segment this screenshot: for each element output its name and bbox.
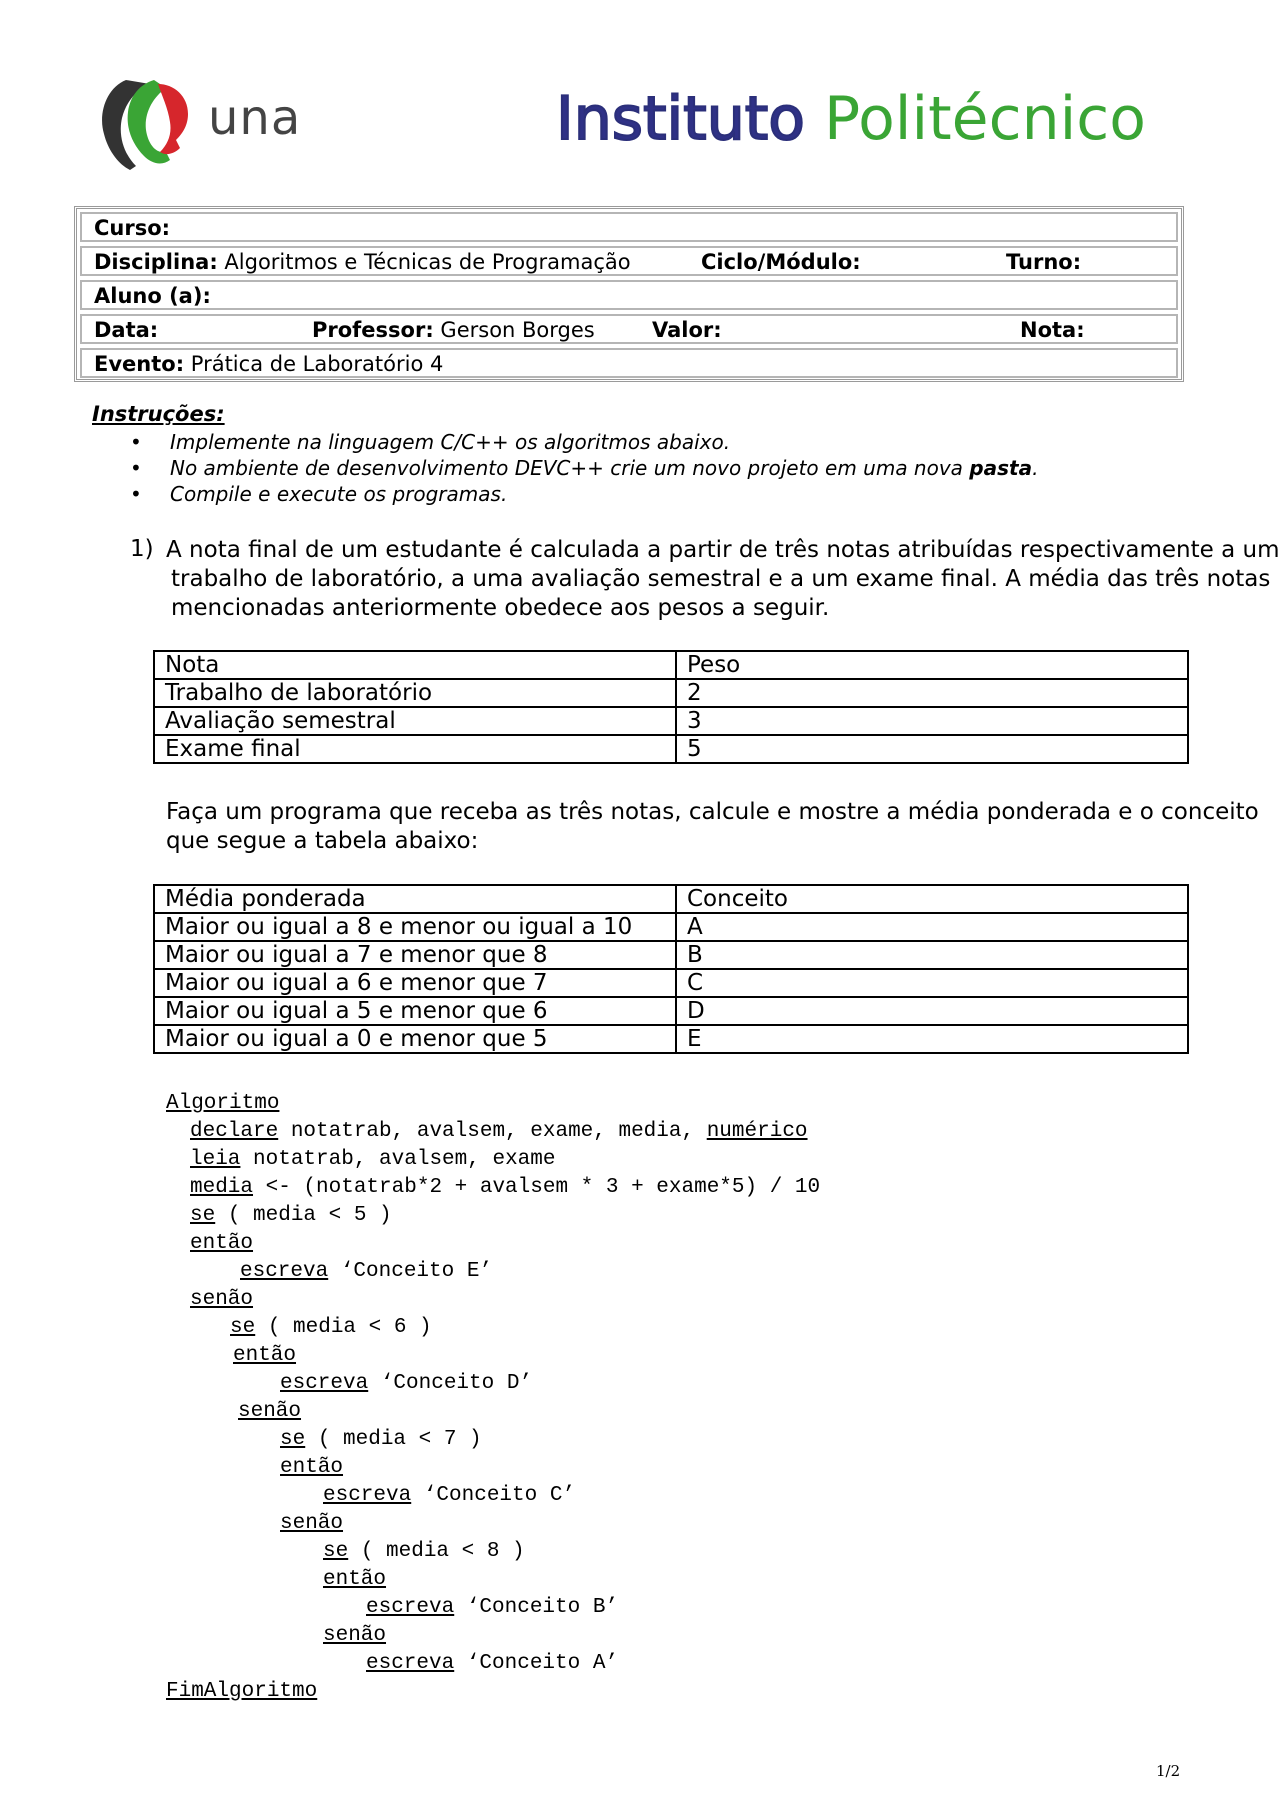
aluno-label: Aluno (a): (94, 284, 211, 308)
table-row (154, 735, 1188, 763)
table-cell: C (676, 969, 1188, 997)
data-label: Data: (94, 318, 159, 342)
code-line: escreva ‘Conceito E’ (240, 1260, 493, 1283)
code-line: escreva ‘Conceito B’ (366, 1596, 619, 1619)
instruction-item: • No ambiente de desenvolvimento DEVC++ crie um novo projeto em uma nova pasta. (130, 456, 1039, 480)
question-line-2: trabalho de laboratório, a uma avaliação semestral e a um exame final. A média das três notas (171, 566, 1271, 592)
bullet-icon: • (130, 430, 142, 454)
code-line: escreva ‘Conceito C’ (323, 1484, 576, 1507)
paragraph-line-1: Faça um programa que receba as três notas, calcule e mostre a média ponderada e o conceito (166, 799, 1259, 825)
evento-value: Prática de Laboratório 4 (190, 352, 444, 376)
code-line: senão (323, 1624, 387, 1647)
code-line: senão (190, 1288, 254, 1311)
code-line: FimAlgoritmo (166, 1680, 318, 1703)
course-info-box (74, 206, 1184, 382)
table-cell: D (676, 997, 1188, 1025)
valor-label: Valor: (652, 318, 722, 342)
institute-word-1: Instituto (556, 84, 805, 154)
nota-label: Nota: (1020, 318, 1085, 342)
code-line: senão (280, 1512, 344, 1535)
code-line: então (323, 1568, 387, 1591)
disciplina-label: Disciplina: (94, 250, 218, 274)
code-line: se ( media < 5 ) (190, 1204, 392, 1227)
table-cell: Maior ou igual a 5 e menor que 6 (154, 997, 676, 1025)
weights-table (153, 650, 1189, 764)
code-line: declare notatrab, avalsem, exame, media, numérico (190, 1120, 808, 1143)
table-cell: Maior ou igual a 7 e menor que 8 (154, 941, 676, 969)
question-text (166, 536, 1280, 623)
question-number: 1) (130, 536, 154, 562)
instructions-list (130, 429, 1038, 507)
code-line: senão (238, 1400, 302, 1423)
aluno-row (80, 280, 1178, 310)
table-row (154, 969, 1188, 997)
institute-title (556, 84, 1146, 154)
table-header-row (154, 885, 1188, 913)
table-cell: B (676, 941, 1188, 969)
instruction-item: • Compile e execute os programas. (130, 482, 508, 506)
bullet-icon: • (130, 482, 142, 506)
table-cell: Maior ou igual a 8 e menor ou igual a 10 (154, 913, 676, 941)
institute-word-2: Politécnico (824, 84, 1146, 154)
table-cell: Conceito (676, 885, 1188, 913)
table-row (154, 941, 1188, 969)
table-cell: Trabalho de laboratório (154, 679, 676, 707)
ciclo-label: Ciclo/Módulo: (701, 250, 861, 274)
table-cell: Avaliação semestral (154, 707, 676, 735)
page-number: 1/2 (1156, 1762, 1181, 1780)
table-cell: Peso (676, 651, 1188, 679)
code-line: escreva ‘Conceito A’ (366, 1652, 619, 1675)
code-line: escreva ‘Conceito D’ (280, 1372, 533, 1395)
data-row (80, 314, 1178, 344)
table-cell: A (676, 913, 1188, 941)
instructions-title: Instruções: (92, 402, 225, 426)
pasta-bold: pasta (969, 456, 1033, 480)
turno-label: Turno: (1006, 250, 1082, 274)
una-logo (96, 74, 206, 174)
table-cell: Maior ou igual a 6 e menor que 7 (154, 969, 676, 997)
table-cell: 5 (676, 735, 1188, 763)
concept-table (153, 884, 1189, 1054)
code-line: se ( media < 7 ) (280, 1428, 482, 1451)
table-row (154, 1025, 1188, 1053)
professor-value: Gerson Borges (440, 318, 595, 342)
question-line-1: A nota final de um estudante é calculada a partir de três notas atribuídas respectivamente a um (166, 537, 1280, 563)
code-line: leia notatrab, avalsem, exame (190, 1148, 556, 1171)
table-cell: Nota (154, 651, 676, 679)
table-row (154, 997, 1188, 1025)
evento-label: Evento: (94, 352, 185, 376)
code-line: se ( media < 8 ) (323, 1540, 525, 1563)
table-cell: E (676, 1025, 1188, 1053)
code-line: Algoritmo (166, 1092, 280, 1115)
instruction-item: • Implemente na linguagem C/C++ os algoritmos abaixo. (130, 430, 731, 454)
bullet-icon: • (130, 456, 142, 480)
code-line: então (190, 1232, 254, 1255)
una-logo-text: una (208, 90, 302, 146)
table-cell: Exame final (154, 735, 676, 763)
code-line: media <- (notatrab*2 + avalsem * 3 + exame*5) / 10 (190, 1176, 821, 1199)
table-row (154, 913, 1188, 941)
table-cell: 2 (676, 679, 1188, 707)
table-row (154, 679, 1188, 707)
disciplina-value: Algoritmos e Técnicas de Programação (224, 250, 631, 274)
table-cell: Média ponderada (154, 885, 676, 913)
question-line-3: mencionadas anteriormente obedece aos pesos a seguir. (171, 595, 830, 621)
disciplina-row (80, 246, 1178, 276)
instruction-paragraph (166, 798, 1259, 856)
curso-row (80, 212, 1178, 242)
professor-label: Professor: (312, 318, 434, 342)
code-line: então (280, 1456, 344, 1479)
evento-row (80, 348, 1178, 378)
code-line: então (233, 1344, 297, 1367)
table-row (154, 707, 1188, 735)
table-cell: 3 (676, 707, 1188, 735)
table-header-row (154, 651, 1188, 679)
curso-label: Curso: (94, 216, 171, 240)
code-line: se ( media < 6 ) (230, 1316, 432, 1339)
paragraph-line-2: que segue a tabela abaixo: (166, 828, 479, 854)
table-cell: Maior ou igual a 0 e menor que 5 (154, 1025, 676, 1053)
